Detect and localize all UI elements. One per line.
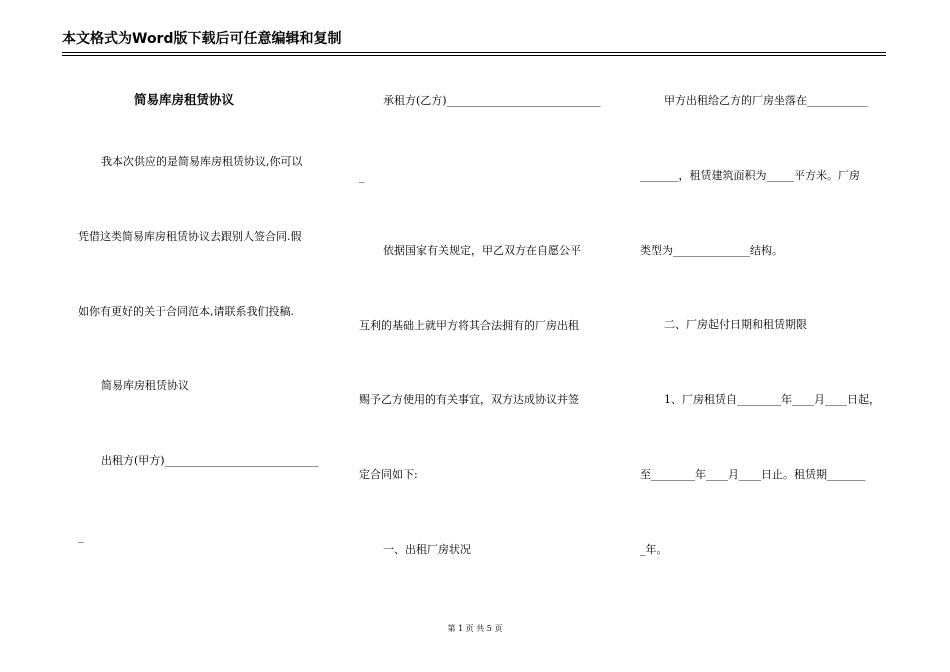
paragraph-line: _______，租赁建筑面积为_____平方米。厂房 <box>640 169 860 182</box>
paragraph-line: 定合同如下: <box>359 468 418 481</box>
lessee-field-continuation: _ <box>359 170 365 183</box>
lessor-field-continuation: _ <box>78 530 84 543</box>
paragraph-line: 赐予乙方使用的有关事宜，双方达成协议并签 <box>359 393 579 406</box>
paragraph-line: 互利的基础上就甲方将其合法拥有的厂房出租 <box>359 319 579 332</box>
paragraph-line: 凭借这类简易库房租赁协议去跟别人签合同.假 <box>78 230 302 243</box>
paragraph-line: 如你有更好的关于合同范本,请联系我们投稿. <box>78 305 294 318</box>
paragraph-line: 我本次供应的是简易库房租赁协议,你可以 <box>101 155 303 168</box>
document-header: 本文格式为Word版下载后可任意编辑和复制 <box>62 31 342 47</box>
section-heading: 一、出租厂房状况 <box>383 543 471 556</box>
lessee-field: 承租方(乙方)____________________________ <box>383 94 601 107</box>
paragraph-line: 1、厂房租赁自________年____月____日起， <box>664 393 880 406</box>
section-heading: 二、厂房起付日期和租赁期限 <box>664 318 807 331</box>
section-heading: 简易库房租赁协议 <box>101 379 189 392</box>
paragraph-line: _年。 <box>640 543 668 556</box>
paragraph-line: 甲方出租给乙方的厂房坐落在___________ <box>664 94 868 107</box>
paragraph-line: 至________年____月____日止。租赁期_______ <box>640 468 866 481</box>
paragraph-line: 类型为______________结构。 <box>640 244 783 257</box>
lessor-field: 出租方(甲方)____________________________ <box>101 454 319 467</box>
document-title: 简易库房租赁协议 <box>134 92 235 107</box>
paragraph-line: 依据国家有关规定，甲乙双方在自愿公平 <box>383 244 581 257</box>
page-number: 第 1 页 共 5 页 <box>447 624 503 633</box>
